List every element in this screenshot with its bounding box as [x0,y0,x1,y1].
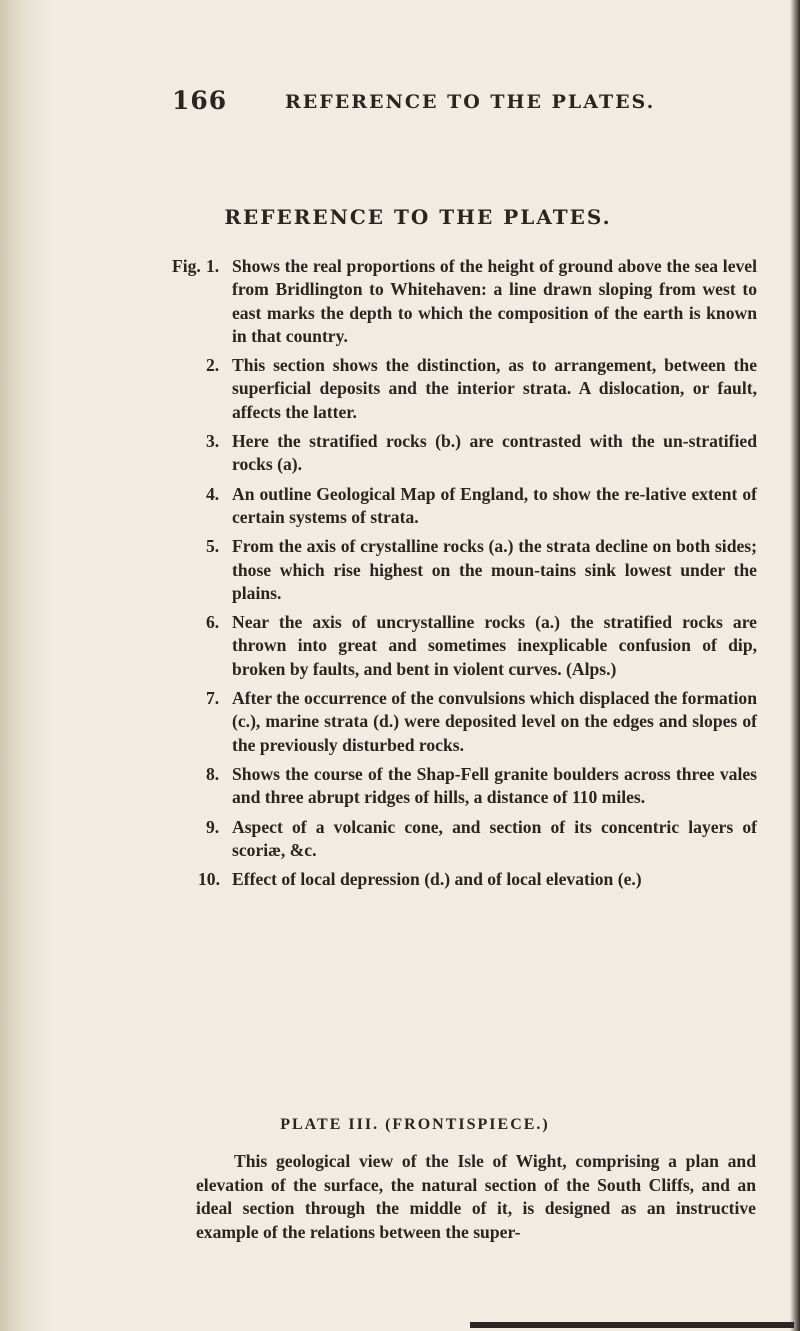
figure-description: Near the axis of uncrystalline rocks (a.) the stratified rocks are thrown into great and sometimes inexplicable confusion of dip, broken by faults, and bent in violent curves. (Alps.) [232,612,757,679]
running-head [172,86,732,126]
figure-number: 1. [206,256,220,276]
figure-number: 9. [206,816,220,837]
figure-number: 6. [206,612,220,633]
page-title: REFERENCE TO THE PLATES. [224,205,612,229]
figure-number: 7. [206,688,220,709]
figure-number: 4. [206,483,220,504]
figure-entry-2 [172,354,757,424]
figure-number: 8. [206,763,220,784]
page-number: 166 [172,86,228,115]
figure-description: Shows the real proportions of the height of ground above the sea level from Bridlington to Whitehaven: a line drawn sloping from west to east marks the depth to which the composition of the earth is known in that country. [232,256,757,346]
figure-description: Here the stratified rocks (b.) are contrasted with the un-stratified rocks (a). [232,431,757,475]
figure-label: Fig. [172,256,201,276]
figure-description: An outline Geological Map of England, to show the re-lative extent of certain systems of strata. [232,483,757,527]
figure-entry-3 [172,430,757,477]
figure-entry-1 [172,255,757,348]
figure-description: After the occurrence of the convulsions which displaced the formation (c.), marine strata (d.) were deposited level on the edges and slopes of the previously disturbed rocks. [232,688,757,755]
figure-list [172,255,757,897]
figure-entry-8 [172,763,757,810]
figure-number: 10. [198,869,220,890]
figure-number: 2. [206,355,220,376]
figure-number: 5. [206,536,220,557]
figure-description: Effect of local depression (d.) and of local elevation (e.) [232,869,642,890]
figure-entry-9 [172,816,757,863]
plate-description: This geological view of the Isle of Wight, comprising a plan and elevation of the surface, the natural section of the South Cliffs, and an ideal section through the middle of it, is designed as an instructive example of the relations between the super- [196,1151,756,1242]
running-title: REFERENCE TO THE PLATES. [285,91,656,113]
figure-description: From the axis of crystalline rocks (a.) the strata decline on both sides; those which rise highest on the moun-tains sink lowest under the plains. [232,536,757,603]
figure-entry-6 [172,611,757,681]
figure-entry-4 [172,483,757,530]
figure-number: 3. [206,431,220,452]
figure-description: This section shows the distinction, as to arrangement, between the superficial deposits and the interior strata. A dislocation, or fault, affects the latter. [232,355,757,422]
figure-entry-5 [172,535,757,605]
figure-entry-7 [172,687,757,757]
figure-description: Shows the course of the Shap-Fell granite boulders across three vales and three abrupt ridges of hills, a distance of 110 miles. [232,763,757,808]
figure-description: Aspect of a volcanic cone, and section of its concentric layers of scoriæ, &c. [232,816,757,860]
figure-entry-10 [172,868,757,891]
bottom-rule [470,1322,794,1328]
plate-heading: PLATE III. (FRONTISPIECE.) [280,1116,550,1133]
